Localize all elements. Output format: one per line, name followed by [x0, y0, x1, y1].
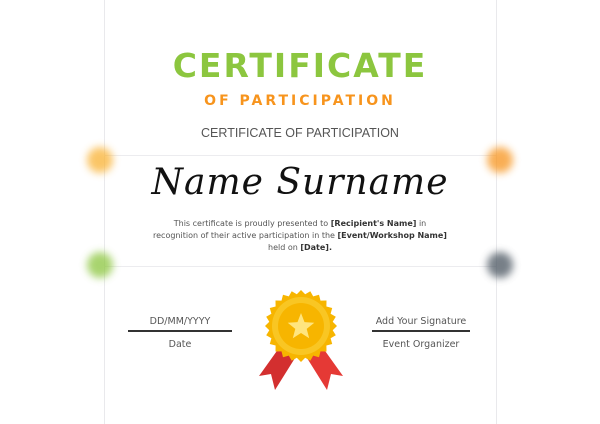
date-value: DD/MM/YYYY	[149, 316, 211, 327]
body-text-period: .	[328, 243, 332, 252]
frame-line-bottom	[104, 266, 496, 267]
body-text-part: This certificate is proudly presented to	[173, 219, 331, 228]
recipient-placeholder: [Recipient's Name]	[330, 219, 417, 228]
recipient-name: Name Surname	[151, 162, 449, 203]
event-placeholder: [Event/Workshop Name]	[337, 231, 447, 240]
signature-value: Add Your Signature	[375, 316, 467, 327]
body-text-part: held on	[268, 243, 301, 252]
body-text-part: in recognition of their active participation in the	[153, 219, 427, 240]
date-block	[125, 315, 235, 350]
date-placeholder: [Date]	[300, 243, 329, 252]
award-ribbon-star-icon	[257, 286, 345, 396]
signature-label: Event Organizer	[382, 338, 460, 350]
date-label: Date	[168, 338, 192, 350]
decor-dot-green	[87, 252, 113, 278]
date-line	[128, 330, 232, 332]
certificate-heading: CERTIFICATE OF PARTICIPATION	[201, 126, 399, 140]
certificate-subtitle: OF PARTICIPATION	[204, 93, 396, 109]
certificate-body-text	[150, 218, 450, 254]
frame-line-top	[104, 155, 496, 156]
decor-dot-gray	[487, 252, 513, 278]
certificate-title: CERTIFICATE	[172, 46, 428, 85]
signature-block	[366, 315, 476, 350]
signature-line	[372, 330, 470, 332]
